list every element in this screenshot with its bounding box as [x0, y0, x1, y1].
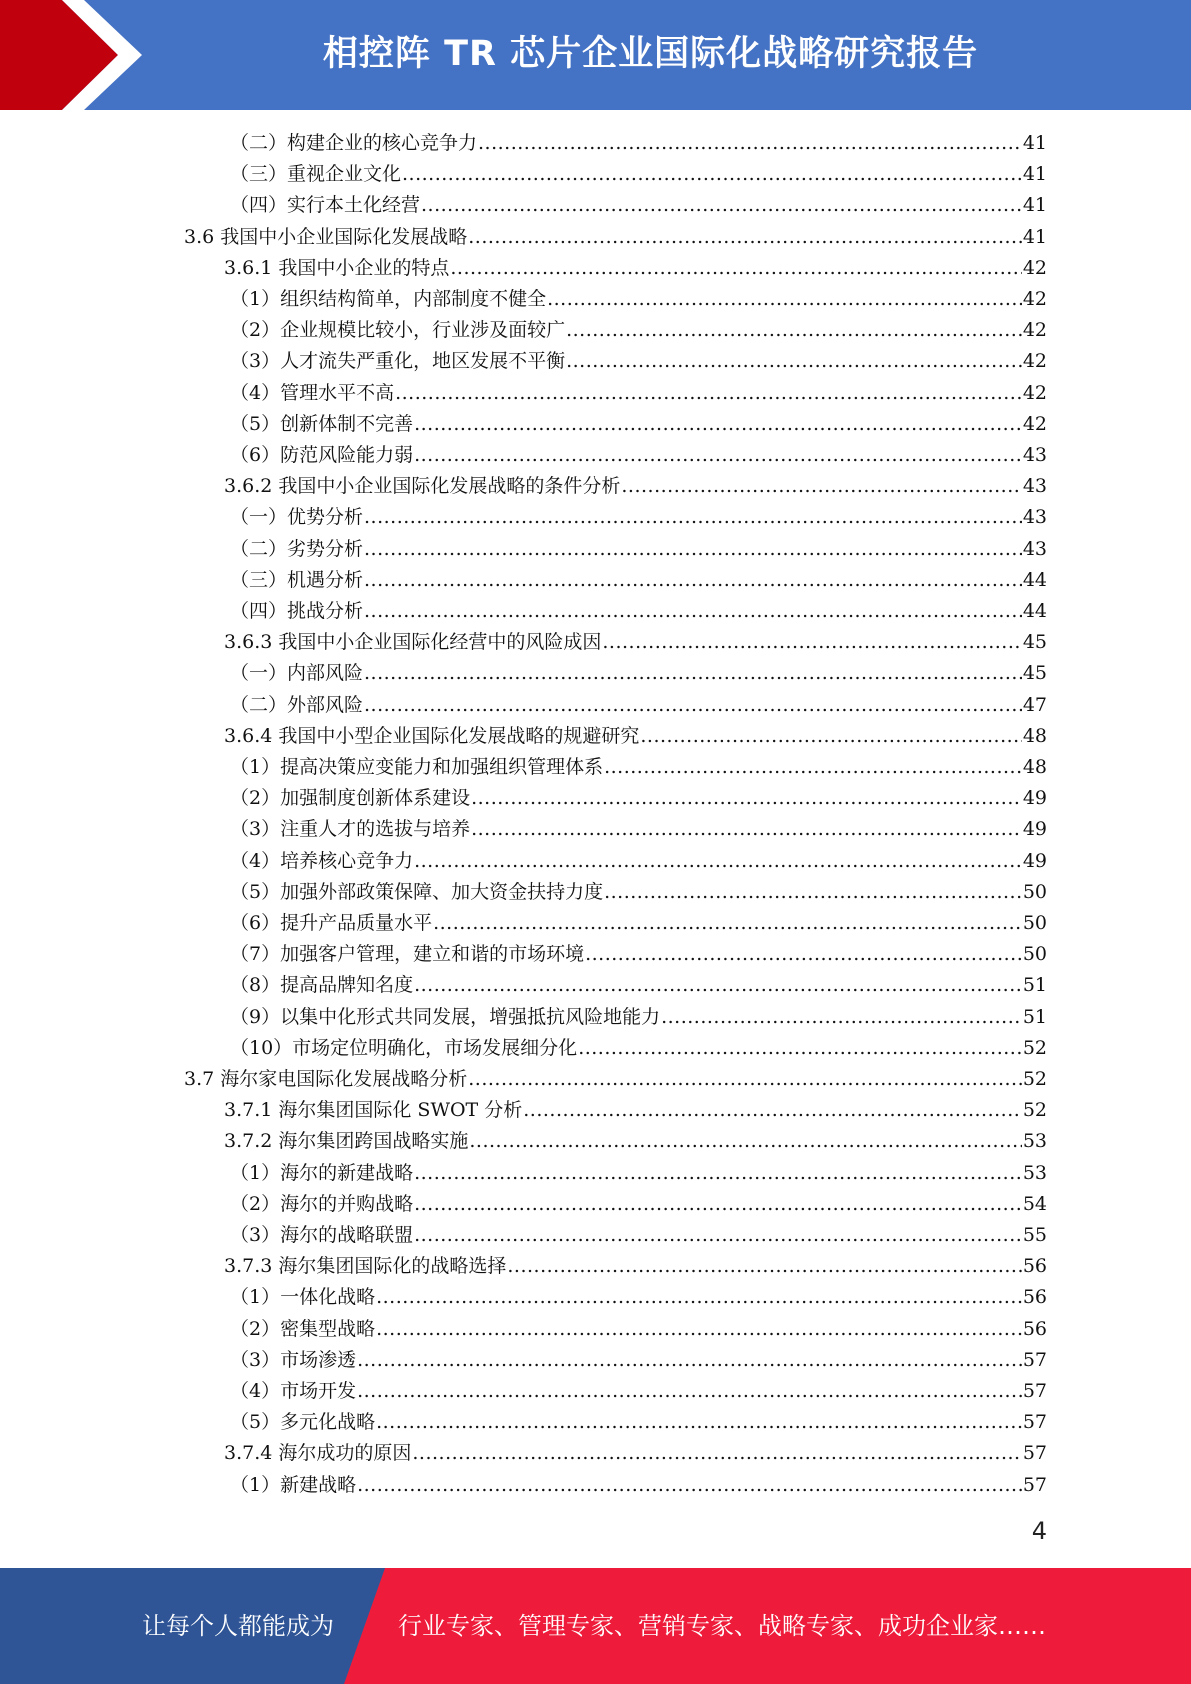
toc-entry-title: （2）企业规模比较小，行业涉及面较广 — [230, 319, 566, 342]
toc-entry-title: 3.6.4 我国中小型企业国际化发展战略的规避研究 — [224, 724, 640, 747]
toc-entry[interactable] — [230, 1189, 1047, 1220]
toc-entry[interactable] — [224, 1251, 1047, 1282]
toc-entry-title: （一）优势分析 — [230, 506, 364, 529]
toc-entry-title: （3）市场渗透 — [230, 1348, 357, 1371]
toc-entry-title: （1）组织结构简单，内部制度不健全 — [230, 288, 547, 310]
toc-entry-page: 41 — [1022, 163, 1047, 186]
toc-entry-page: 48 — [1022, 756, 1047, 778]
toc-entry[interactable] — [230, 1002, 1047, 1033]
toc-entry[interactable] — [230, 1282, 1047, 1313]
toc-entry-page: 43 — [1022, 444, 1047, 466]
toc-entry[interactable] — [230, 565, 1047, 596]
toc-dot-leader — [414, 846, 1022, 877]
toc-dot-leader — [364, 565, 1022, 596]
toc-dot-leader — [357, 1345, 1022, 1376]
toc-dot-leader — [547, 284, 1022, 315]
toc-entry-title: （4）培养核心竞争力 — [230, 849, 414, 872]
toc-entry[interactable] — [230, 159, 1047, 190]
toc-entry-title: （一）内部风险 — [230, 662, 364, 685]
toc-dot-leader — [585, 939, 1022, 970]
toc-entry[interactable] — [230, 440, 1047, 471]
toc-entry-page: 43 — [1022, 475, 1047, 498]
toc-entry-page: 42 — [1022, 381, 1047, 404]
toc-entry-title: （1）海尔的新建战略 — [230, 1161, 414, 1184]
toc-entry-page: 51 — [1022, 1005, 1047, 1028]
toc-entry-page: 55 — [1022, 1224, 1047, 1246]
toc-entry[interactable] — [224, 627, 1047, 658]
toc-entry-page: 52 — [1022, 1099, 1047, 1122]
toc-entry-title: 3.7.3 海尔集团国际化的战略选择 — [224, 1255, 507, 1278]
toc-dot-leader — [376, 1407, 1022, 1438]
toc-entry[interactable] — [230, 783, 1047, 814]
toc-dot-leader — [566, 315, 1022, 346]
toc-entry[interactable] — [230, 939, 1047, 970]
toc-dot-leader — [414, 409, 1022, 440]
footer-slogan-left: 让每个人都能成为 — [142, 1612, 334, 1640]
toc-entry-title: 3.6.1 我国中小企业的特点 — [224, 256, 450, 279]
toc-entry-title: （四）实行本土化经营 — [230, 194, 421, 217]
toc-entry[interactable] — [224, 471, 1047, 502]
toc-dot-leader — [566, 346, 1022, 377]
toc-dot-leader — [507, 1251, 1021, 1282]
toc-entry-title: 3.6.2 我国中小企业国际化发展战略的条件分析 — [224, 475, 621, 498]
toc-dot-leader — [412, 1438, 1021, 1469]
toc-entry-title: （四）挑战分析 — [230, 600, 364, 622]
toc-entry[interactable] — [230, 814, 1047, 845]
toc-entry[interactable] — [224, 1438, 1047, 1469]
toc-entry-title: （9）以集中化形式共同发展，增强抵抗风险地能力 — [230, 1005, 661, 1028]
toc-dot-leader — [364, 690, 1022, 721]
toc-entry-page: 53 — [1022, 1161, 1047, 1184]
toc-dot-leader — [433, 908, 1022, 939]
toc-entry[interactable] — [184, 1064, 1047, 1095]
toc-entry[interactable] — [230, 346, 1047, 377]
page-number: 4 — [1031, 1517, 1047, 1545]
toc-entry-title: （4）管理水平不高 — [230, 381, 395, 404]
toc-dot-leader — [450, 253, 1021, 284]
toc-entry[interactable] — [230, 190, 1047, 221]
toc-entry-page: 53 — [1022, 1130, 1047, 1153]
toc-entry-title: 3.6.3 我国中小企业国际化经营中的风险成因 — [224, 631, 602, 654]
toc-entry-title: （7）加强客户管理，建立和谐的市场环境 — [230, 943, 585, 966]
toc-entry-title: （三）机遇分析 — [230, 568, 364, 591]
toc-entry[interactable] — [230, 658, 1047, 689]
toc-entry-title: （6）提升产品质量水平 — [230, 912, 433, 934]
toc-entry-page: 44 — [1022, 568, 1047, 591]
toc-entry-title: （10）市场定位明确化，市场发展细分化 — [230, 1036, 578, 1059]
toc-entry-page: 41 — [1022, 132, 1047, 154]
toc-entry[interactable] — [230, 128, 1047, 159]
toc-entry[interactable] — [230, 1314, 1047, 1345]
toc-dot-leader — [395, 378, 1022, 409]
toc-dot-leader — [604, 752, 1022, 783]
footer-slogan-right: 行业专家、管理专家、营销专家、战略专家、成功企业家…… — [398, 1612, 1046, 1640]
page-footer — [0, 1568, 1191, 1684]
toc-dot-leader — [604, 877, 1022, 908]
toc-entry-page: 42 — [1022, 319, 1047, 342]
toc-entry-title: （3）人才流失严重化，地区发展不平衡 — [230, 350, 566, 373]
toc-dot-leader — [468, 1064, 1022, 1095]
toc-entry-page: 48 — [1022, 724, 1047, 747]
toc-dot-leader — [364, 596, 1022, 627]
toc-dot-leader — [478, 128, 1022, 159]
toc-dot-leader — [364, 534, 1022, 565]
toc-entry[interactable] — [230, 284, 1047, 315]
toc-entry-title: （6）防范风险能力弱 — [230, 444, 414, 466]
toc-dot-leader — [414, 1189, 1022, 1220]
toc-entry-title: （1）一体化战略 — [230, 1286, 376, 1309]
toc-dot-leader — [621, 471, 1021, 502]
toc-entry-page: 54 — [1022, 1192, 1047, 1215]
toc-entry[interactable] — [230, 409, 1047, 440]
toc-entry-title: （二）构建企业的核心竞争力 — [230, 132, 478, 154]
toc-dot-leader — [661, 1002, 1022, 1033]
toc-dot-leader — [357, 1376, 1022, 1407]
toc-entry[interactable] — [230, 908, 1047, 939]
toc-entry[interactable] — [230, 1158, 1047, 1189]
toc-entry[interactable] — [224, 1126, 1047, 1157]
toc-dot-leader — [414, 440, 1022, 471]
toc-entry[interactable] — [230, 877, 1047, 908]
toc-dot-leader — [640, 721, 1021, 752]
toc-dot-leader — [376, 1314, 1022, 1345]
toc-dot-leader — [364, 502, 1022, 533]
toc-entry-title: （5）创新体制不完善 — [230, 412, 414, 435]
page-header — [0, 0, 1191, 110]
toc-entry[interactable] — [230, 846, 1047, 877]
toc-entry-page: 41 — [1022, 225, 1047, 248]
toc-entry-title: 3.7.1 海尔集团国际化 SWOT 分析 — [224, 1099, 523, 1122]
toc-entry-page: 57 — [1022, 1473, 1047, 1496]
toc-entry[interactable] — [230, 1345, 1047, 1376]
toc-entry-title: 3.6 我国中小企业国际化发展战略 — [184, 225, 468, 248]
toc-entry-page: 50 — [1022, 912, 1047, 934]
toc-dot-leader — [414, 1158, 1022, 1189]
toc-entry-title: （1）新建战略 — [230, 1473, 357, 1496]
toc-entry-page: 45 — [1022, 662, 1047, 685]
toc-entry-title: 3.7.4 海尔成功的原因 — [224, 1442, 412, 1465]
toc-entry-page: 42 — [1022, 412, 1047, 435]
toc-entry-page: 57 — [1022, 1411, 1047, 1434]
toc-dot-leader — [421, 190, 1022, 221]
toc-entry-page: 50 — [1022, 880, 1047, 903]
toc-entry-title: （2）海尔的并购战略 — [230, 1192, 414, 1215]
toc-entry-page: 42 — [1022, 350, 1047, 373]
toc-entry[interactable] — [230, 1033, 1047, 1064]
header-chevron-decoration — [0, 0, 160, 110]
toc-entry-page: 56 — [1022, 1317, 1047, 1340]
toc-dot-leader — [364, 658, 1022, 689]
toc-dot-leader — [414, 1220, 1022, 1251]
toc-entry[interactable] — [230, 315, 1047, 346]
toc-entry[interactable] — [224, 721, 1047, 752]
toc-entry-page: 47 — [1022, 693, 1047, 716]
toc-entry-page: 43 — [1022, 537, 1047, 560]
toc-entry[interactable] — [230, 1407, 1047, 1438]
toc-entry-title: 3.7.2 海尔集团跨国战略实施 — [224, 1130, 469, 1153]
toc-entry-page: 42 — [1022, 256, 1047, 279]
toc-entry-page: 44 — [1022, 600, 1047, 622]
toc-entry-title: （5）多元化战略 — [230, 1411, 376, 1434]
toc-dot-leader — [414, 970, 1022, 1001]
toc-dot-leader — [468, 222, 1022, 253]
toc-entry[interactable] — [230, 970, 1047, 1001]
toc-entry-title: （3）海尔的战略联盟 — [230, 1224, 414, 1246]
toc-entry-page: 49 — [1022, 818, 1047, 841]
toc-dot-leader — [471, 814, 1022, 845]
toc-entry[interactable] — [230, 690, 1047, 721]
toc-entry-page: 42 — [1022, 288, 1047, 310]
toc-dot-leader — [602, 627, 1021, 658]
toc-entry-title: （4）市场开发 — [230, 1380, 357, 1402]
toc-entry-title: （5）加强外部政策保障、加大资金扶持力度 — [230, 880, 604, 903]
toc-entry-page: 41 — [1022, 194, 1047, 217]
toc-entry-page: 52 — [1022, 1068, 1047, 1090]
toc-entry-page: 43 — [1022, 506, 1047, 529]
toc-entry-title: （二）劣势分析 — [230, 537, 364, 560]
toc-entry-title: （8）提高品牌知名度 — [230, 974, 414, 997]
toc-entry-page: 51 — [1022, 974, 1047, 997]
toc-entry-page: 50 — [1022, 943, 1047, 966]
toc-dot-leader — [357, 1470, 1022, 1501]
toc-entry-title: （三）重视企业文化 — [230, 163, 402, 186]
toc-entry-title: （2）加强制度创新体系建设 — [230, 787, 471, 810]
toc-entry[interactable] — [230, 1376, 1047, 1407]
toc-entry[interactable] — [230, 752, 1047, 783]
toc-entry[interactable] — [230, 1220, 1047, 1251]
toc-entry[interactable] — [224, 253, 1047, 284]
document-title: 相控阵 TR 芯片企业国际化战略研究报告 — [322, 34, 979, 74]
toc-entry-page: 56 — [1022, 1255, 1047, 1278]
toc-entry[interactable] — [224, 1095, 1047, 1126]
toc-entry-title: （2）密集型战略 — [230, 1317, 376, 1340]
toc-entry[interactable] — [230, 502, 1047, 533]
toc-dot-leader — [578, 1033, 1022, 1064]
toc-entry[interactable] — [230, 1470, 1047, 1501]
toc-entry[interactable] — [230, 596, 1047, 627]
toc-entry-title: （1）提高决策应变能力和加强组织管理体系 — [230, 756, 604, 778]
toc-entry-page: 57 — [1022, 1348, 1047, 1371]
toc-entry-title: （3）注重人才的选拔与培养 — [230, 818, 471, 841]
toc-entry-page: 56 — [1022, 1286, 1047, 1309]
toc-entry-page: 49 — [1022, 849, 1047, 872]
toc-entry-title: 3.7 海尔家电国际化发展战略分析 — [184, 1068, 468, 1090]
toc-entry-page: 45 — [1022, 631, 1047, 654]
toc-entry-page: 57 — [1022, 1442, 1047, 1465]
toc-entry-page: 57 — [1022, 1380, 1047, 1402]
toc-dot-leader — [402, 159, 1022, 190]
toc-dot-leader — [376, 1282, 1022, 1313]
toc-dot-leader — [523, 1095, 1022, 1126]
toc-dot-leader — [469, 1126, 1021, 1157]
toc-dot-leader — [471, 783, 1022, 814]
toc-entry-page: 52 — [1022, 1036, 1047, 1059]
toc-entry[interactable] — [184, 222, 1047, 253]
toc-entry[interactable] — [230, 378, 1047, 409]
toc-entry[interactable] — [230, 534, 1047, 565]
toc-entry-page: 49 — [1022, 787, 1047, 810]
toc-entry-title: （二）外部风险 — [230, 693, 364, 716]
